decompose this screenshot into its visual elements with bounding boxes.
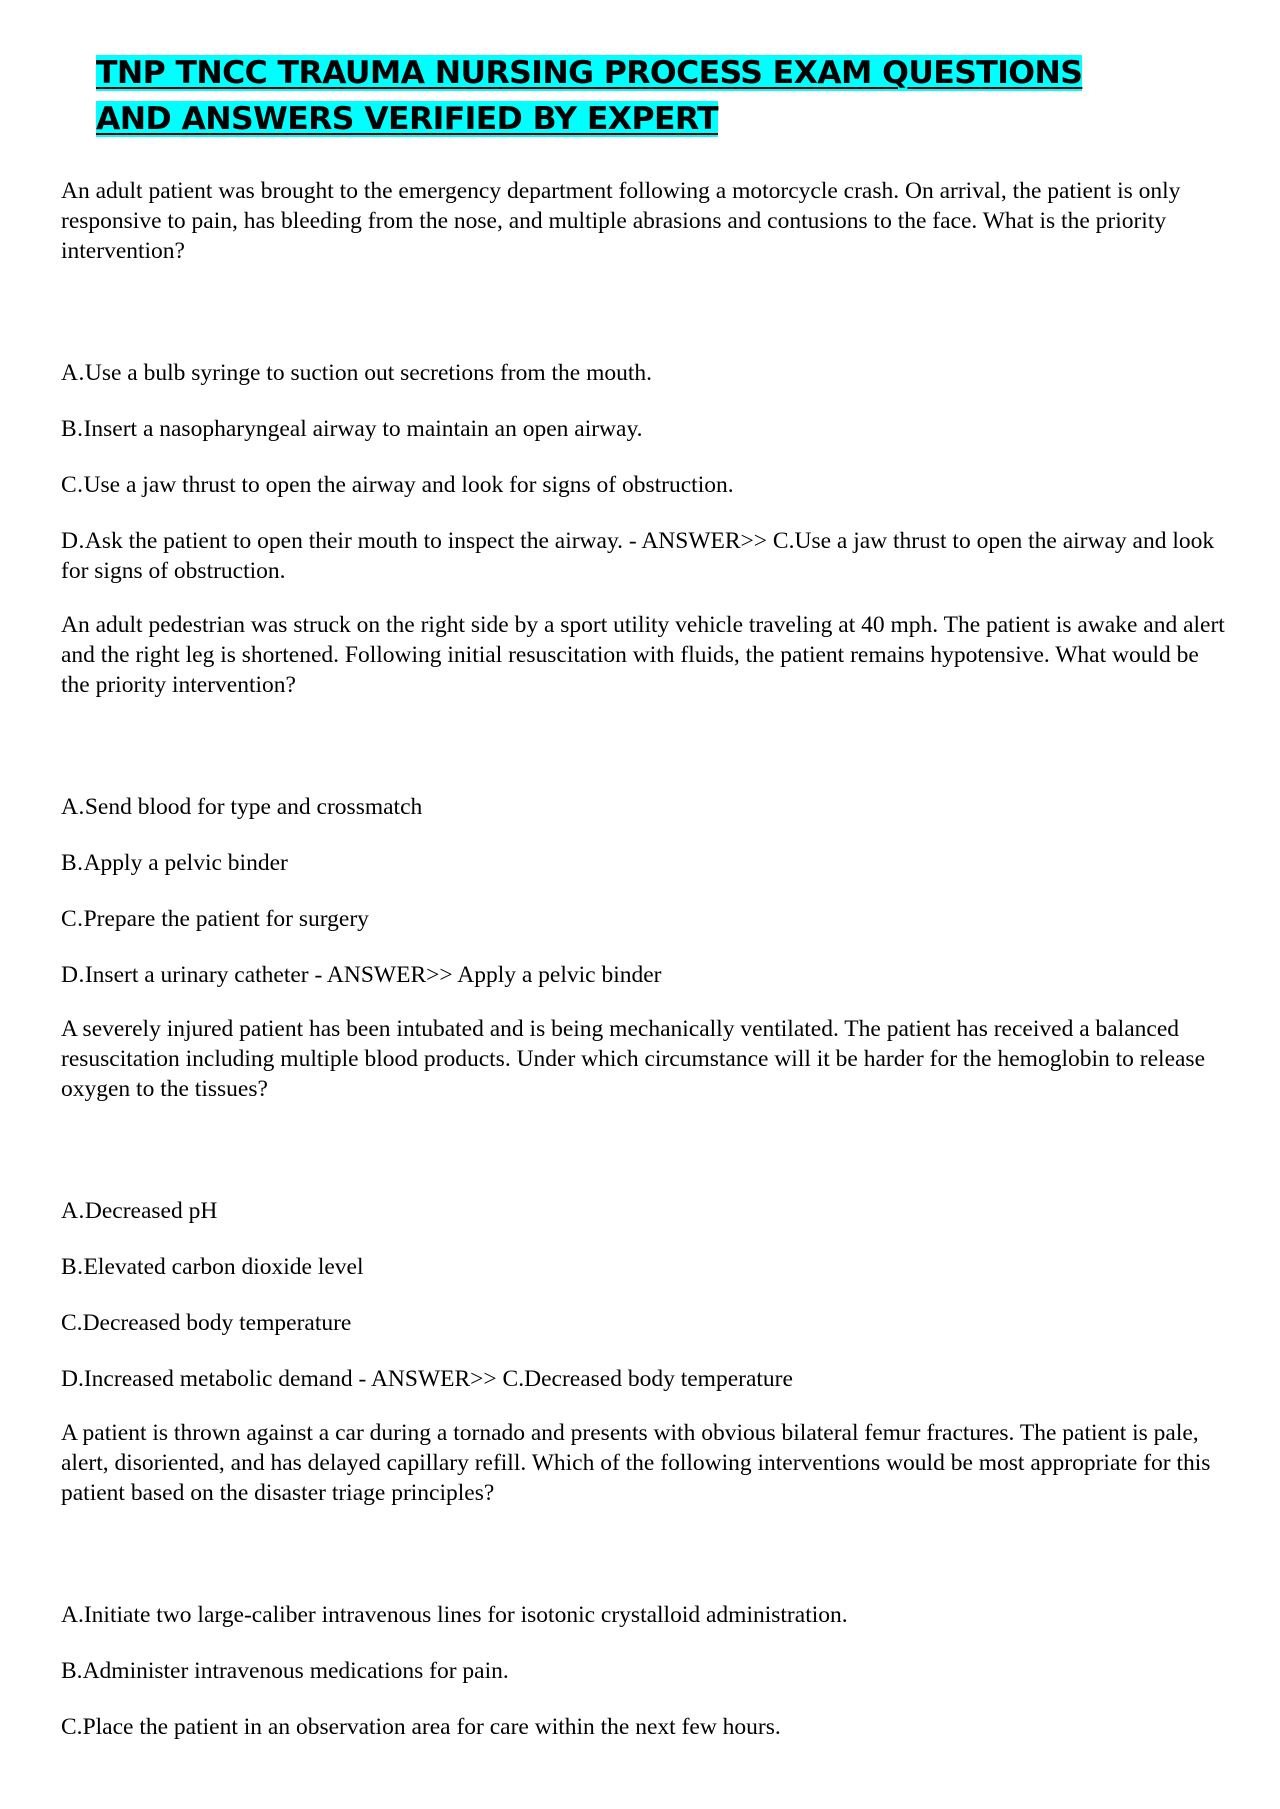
document-page	[61, 50, 1231, 1768]
question-block	[61, 610, 1231, 990]
question-block	[61, 176, 1231, 586]
question-text: A patient is thrown against a car during a tornado and presents with obvious bilateral femur fractures. The patient is pale, alert, disoriented, and has delayed capillary refill. Which of the following interventions would be most appropriate for this patient based on the disaster triage principles?	[61, 1420, 1211, 1506]
answer-option-a: A.Initiate two large-caliber intravenous lines for isotonic crystalloid administration.	[61, 1602, 848, 1628]
answer-option-c: C.Place the patient in an observation area for care within the next few hours.	[61, 1714, 781, 1740]
title-line-2: AND ANSWERS VERIFIED BY EXPERT	[96, 101, 718, 137]
question-text: An adult patient was brought to the emergency department following a motorcycle crash. On arrival, the patient is only responsive to pain, has bleeding from the nose, and multiple abrasions and contusions to the face. What is the priority intervention?	[61, 178, 1181, 264]
answer-option-c: C.Prepare the patient for surgery	[61, 906, 369, 932]
question-block	[61, 1014, 1231, 1394]
answer-option-c: C.Decreased body temperature	[61, 1310, 352, 1336]
question-text: An adult pedestrian was struck on the right side by a sport utility vehicle traveling at 40 mph. The patient is awake and alert and the right leg is shortened. Following initial resuscitation with fluids, the patient remains hypotensive. What would be the priority intervention?	[61, 612, 1225, 698]
answer-option-b: B.Elevated carbon dioxide level	[61, 1254, 364, 1280]
answer-option-a: A.Send blood for type and crossmatch	[61, 794, 423, 820]
answer-option-a: A.Use a bulb syringe to suction out secretions from the mouth.	[61, 360, 653, 386]
answer-option-c: C.Use a jaw thrust to open the airway and look for signs of obstruction.	[61, 472, 734, 498]
answer-option-d: D.Ask the patient to open their mouth to inspect the airway. - ANSWER>> C.Use a jaw thrust to open the airway and look for signs of obstruction.	[61, 528, 1215, 584]
document-title	[96, 50, 1231, 142]
answer-option-a: A.Decreased pH	[61, 1198, 218, 1224]
answer-option-b: B.Insert a nasopharyngeal airway to maintain an open airway.	[61, 416, 643, 442]
question-text: A severely injured patient has been intubated and is being mechanically ventilated. The patient has received a balanced resuscitation including multiple blood products. Under which circumstance will it be harder for the hemoglobin to release oxygen to the tissues?	[61, 1016, 1206, 1102]
question-block	[61, 1418, 1231, 1742]
answer-option-b: B.Apply a pelvic binder	[61, 850, 288, 876]
answer-option-d: D.Increased metabolic demand - ANSWER>> C.Decreased body temperature	[61, 1366, 793, 1392]
title-line-1: TNP TNCC TRAUMA NURSING PROCESS EXAM QUESTIONS	[96, 55, 1083, 91]
answer-option-b: B.Administer intravenous medications for pain.	[61, 1658, 509, 1684]
answer-option-d: D.Insert a urinary catheter - ANSWER>> Apply a pelvic binder	[61, 962, 662, 988]
